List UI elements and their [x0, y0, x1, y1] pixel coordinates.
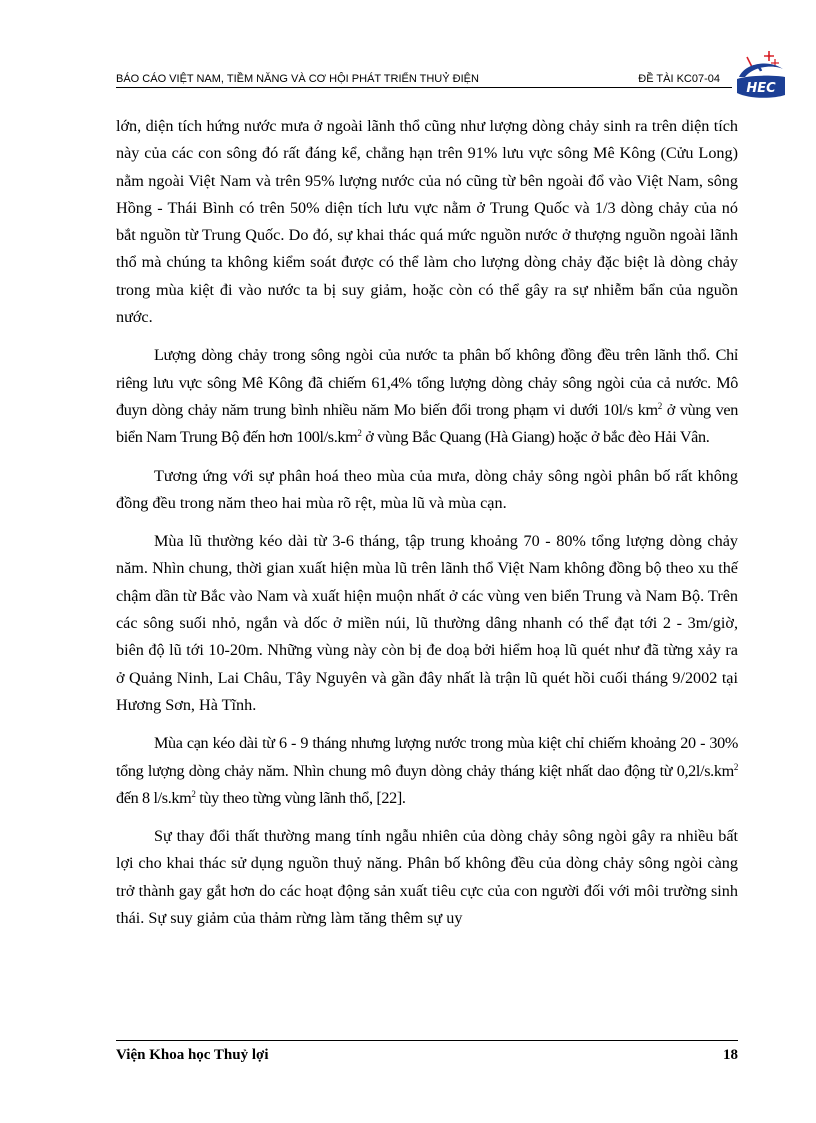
- paragraph: Lượng dòng chảy trong sông ngòi của nước ta phân bố không đồng đều trên lãnh thổ. Chỉ riêng lưu vực sông Mê Kông đã chiếm 61,4% tổng lượng dòng chảy sông ngòi của cả nước. Mô đuyn dòng chảy năm trung bình nhiều năm Mo biến đổi trong phạm vi dưới 10l/s $km^2$ ở vùng ven biển Nam Trung Bộ đến hơn $100l/s.km^2$ ở vùng Bắc Quang (Hà Giang) hoặc ở bắc đèo Hải Vân.: [116, 346, 738, 447]
- svg-text:HEC: HEC: [746, 81, 776, 96]
- paragraph: lớn, diện tích hứng nước mưa ở ngoài lãnh thổ cũng như lượng dòng chảy sinh ra trên diện tích này của các con sông đó rất đáng kể, chẳng hạn trên 91% lưu vực sông Mê Kông (Cửu Long) nằm ngoài Việt Nam và trên 95% lượng nước của nó cũng từ bên ngoài đổ vào Việt Nam, sông Hồng - Thái Bình có trên 50% diện tích lưu vực nằm ở Trung Quốc và 1/3 dòng chảy của nó bắt nguồn từ Trung Quốc. Do đó, sự khai thác quá mức nguồn nước ở thượng nguồn ngoài lãnh thổ mà chúng ta không kiểm soát được có thể làm cho lượng dòng chảy đặc biệt là dòng chảy trong mùa kiệt đi vào nước ta bị suy giảm, hoặc còn có thể gây ra sự nhiễm bẩn của nguồn nước.: [116, 117, 738, 327]
- project-code: ĐỀ TÀI KC07-04: [638, 73, 720, 85]
- page-footer: [116, 1040, 738, 1067]
- report-title: BÁO CÁO VIỆT NAM, TIỀM NĂNG VÀ CƠ HỘI PHÁT TRIỂN THUỶ ĐIỆN: [116, 73, 479, 85]
- body-text: [116, 113, 738, 943]
- institute-name: Viện Khoa học Thuỷ lợi: [116, 1047, 269, 1063]
- paragraph: Mùa cạn kéo dài từ 6 - 9 tháng nhưng lượng nước trong mùa kiệt chỉ chiếm khoảng 20 - 30% tổng lượng dòng chảy năm. Nhìn chung mô đuyn dòng chảy tháng kiệt nhất dao động từ $0,2l/s.km^2$ đến 8 $l/s.km^2$ tùy theo từng vùng lãnh thổ, [22].: [116, 734, 738, 807]
- paragraph: Mùa lũ thường kéo dài từ 3-6 tháng, tập trung khoảng 70 - 80% tổng lượng dòng chảy năm. Nhìn chung, thời gian xuất hiện mùa lũ trên lãnh thổ Việt Nam không đồng bộ theo xu thế chậm dần từ Bắc vào Nam và xuất hiện muộn nhất ở các vùng ven biển Trung và Nam Bộ. Trên các sông suối nhỏ, ngắn và dốc ở miền núi, lũ thường dâng nhanh có thể đạt tới 2 - 3m/giờ, biên độ lũ tới 10-20m. Những vùng này còn bị đe doạ bởi hiểm hoạ lũ quét như đã từng xảy ra ở Quảng Ninh, Lai Châu, Tây Nguyên và gần đây nhất là trận lũ quét hồi cuối tháng 9/2002 tại Hương Sơn, Hà Tĩnh.: [116, 532, 738, 714]
- running-header: [116, 71, 732, 88]
- hec-logo: [735, 47, 787, 103]
- paragraph: Tương ứng với sự phân hoá theo mùa của mưa, dòng chảy sông ngòi phân bố rất không đồng đều trong năm theo hai mùa rõ rệt, mùa lũ và mùa cạn.: [116, 466, 738, 512]
- page-number: 18: [723, 1047, 738, 1063]
- paragraph: Sự thay đổi thất thường mang tính ngẫu nhiên của dòng chảy sông ngòi gây ra nhiều bất lợi cho khai thác sử dụng nguồn thuỷ năng. Phân bố không đều của dòng chảy sông ngòi càng trở thành gay gắt hơn do các hoạt động sản xuất tiêu cực của con người đối với môi trường sinh thái. Sự suy giảm của thảm rừng làm tăng thêm sự uy: [116, 827, 738, 928]
